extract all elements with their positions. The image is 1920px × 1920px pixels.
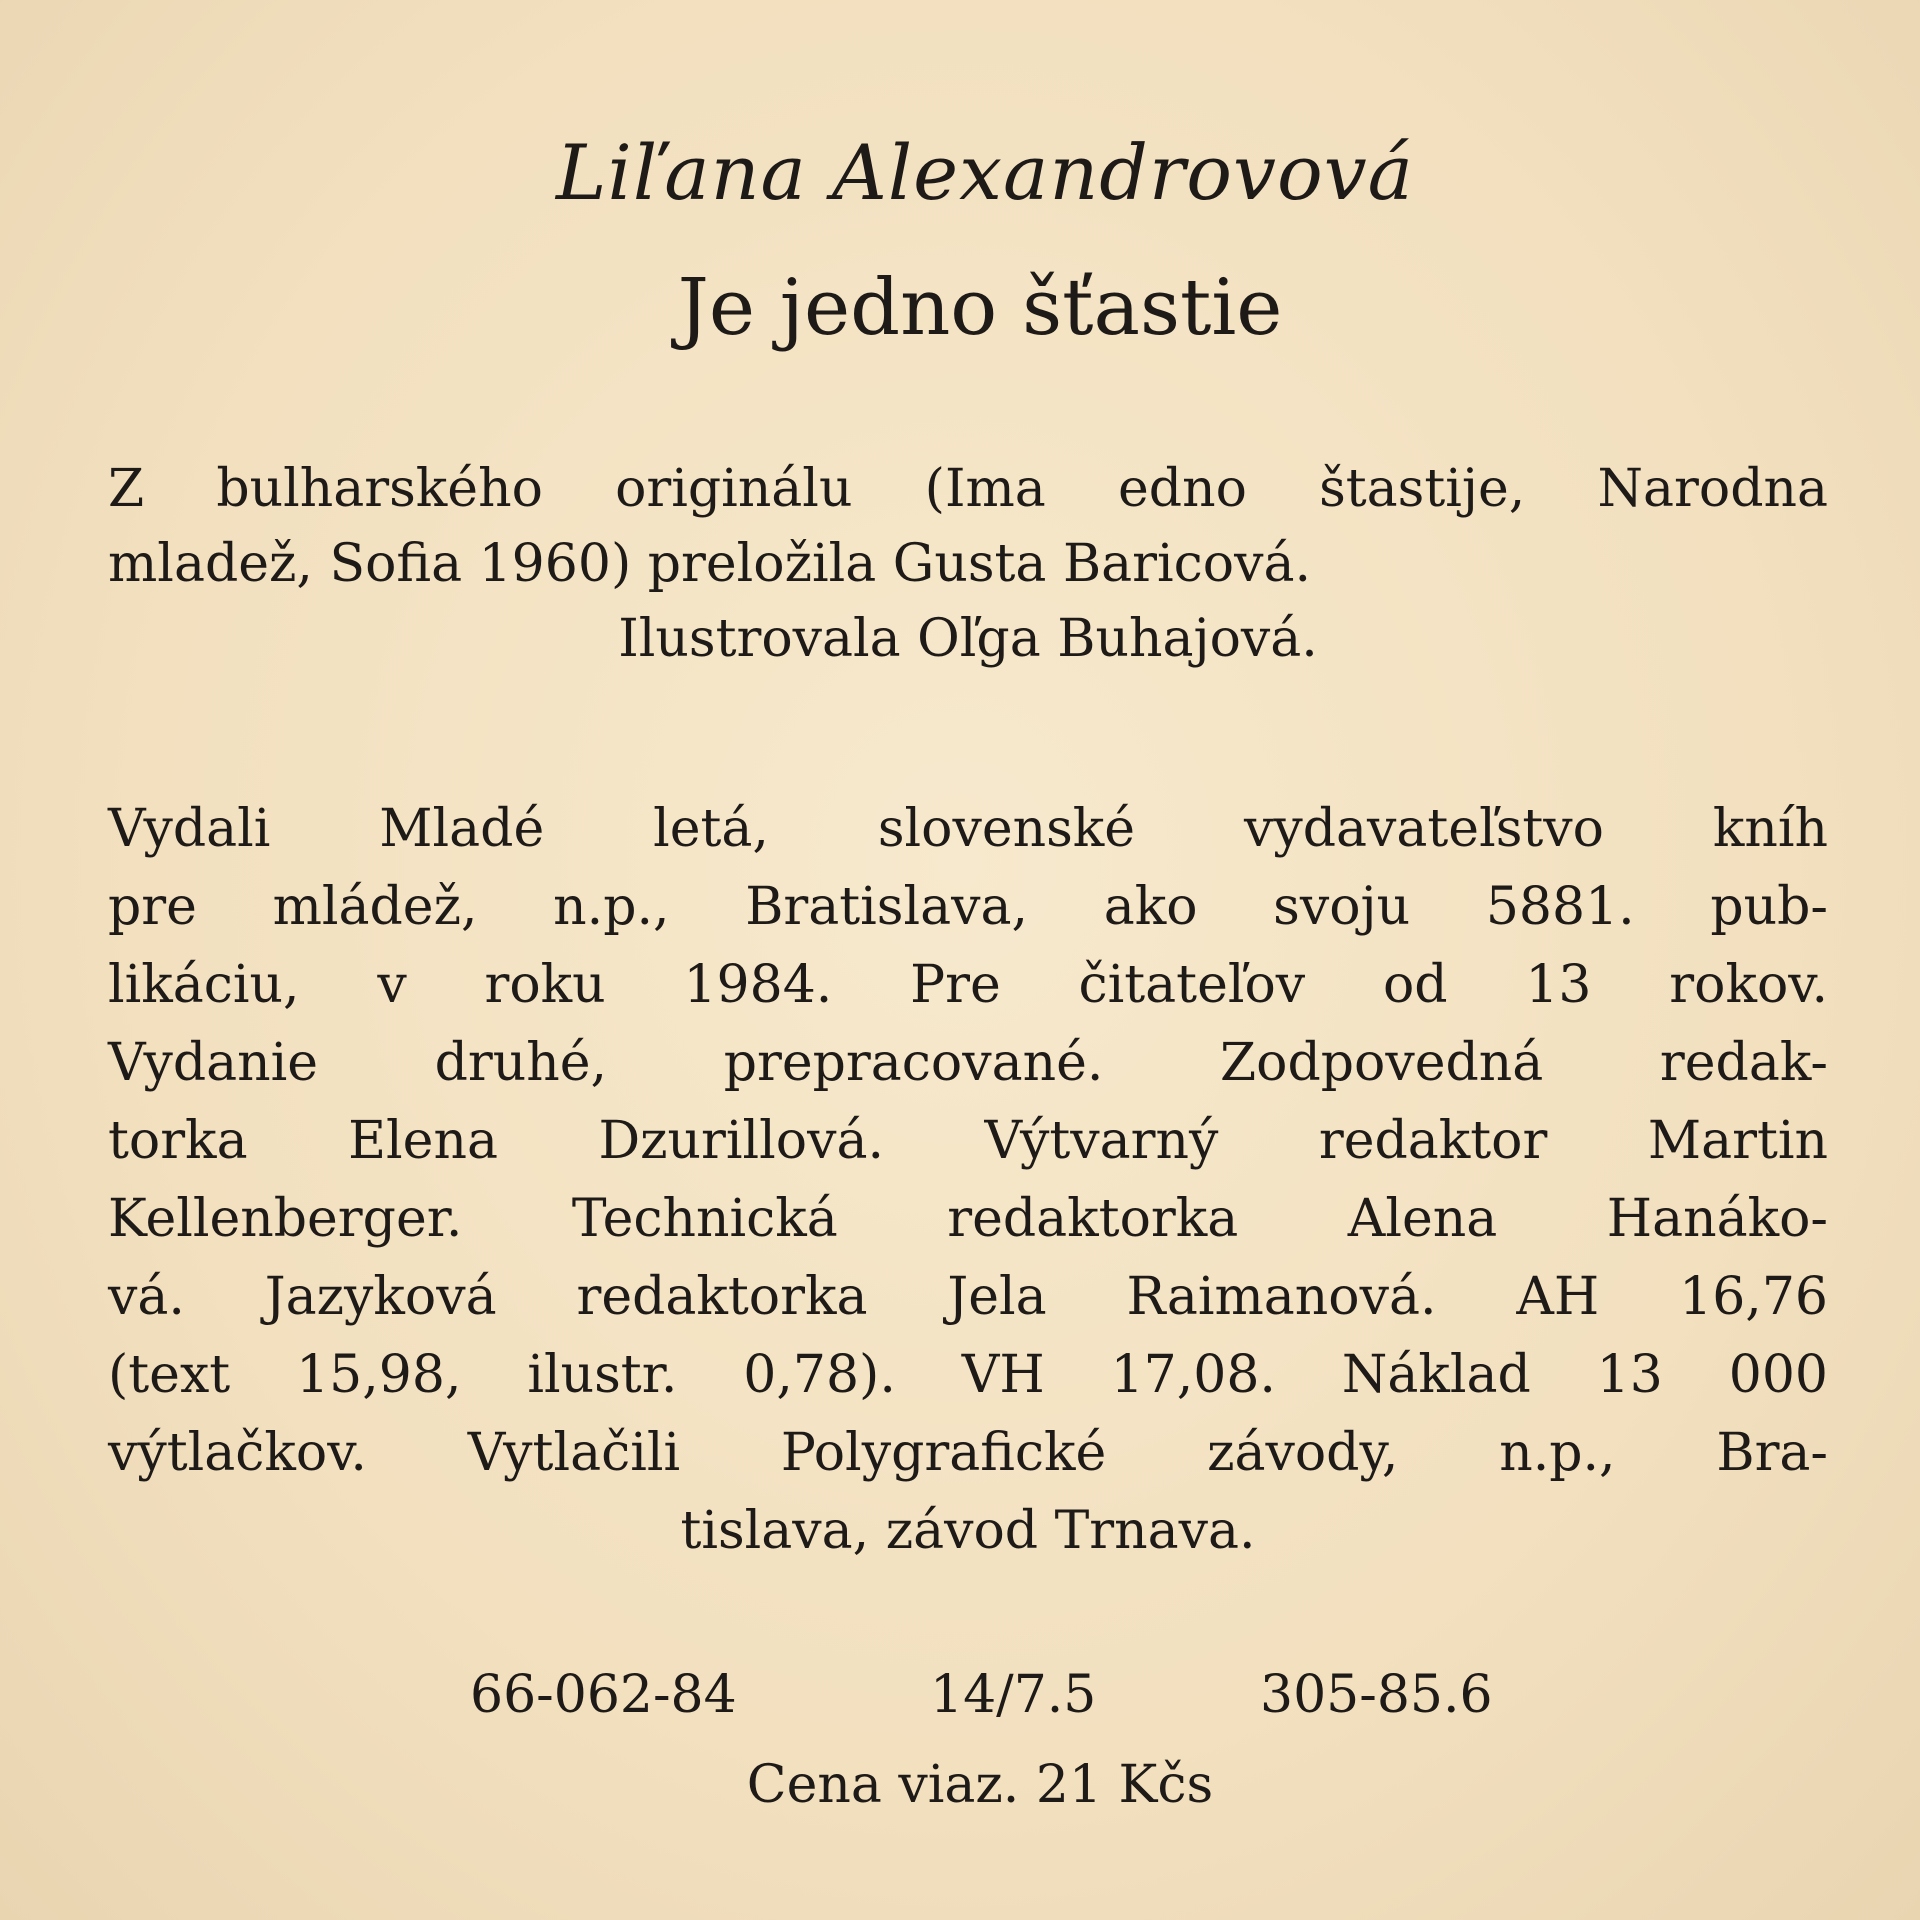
imprint-line: (text 15,98, ilustr. 0,78). VH 17,08. Náklad 13 000 — [108, 1345, 1828, 1405]
imprint-line: Vydanie druhé, prepracované. Zodpovedná redak- — [108, 1033, 1828, 1093]
book-title: Je jedno šťastie — [677, 263, 1283, 353]
illustrator-line: Ilustrovala Oľga Buhajová. — [618, 609, 1318, 669]
author-name: Liľana Alexandrovová — [556, 128, 1414, 217]
translation-note — [108, 452, 1828, 677]
imprint-line: Vydali Mladé letá, slovenské vydavateľstvo kníh — [108, 799, 1828, 859]
imprint-line: pre mládež, n.p., Bratislava, ako svoju 5881. pub- — [108, 877, 1828, 937]
catalog-code: 305-85.6 — [1260, 1665, 1493, 1725]
imprint-line: torka Elena Dzurillová. Výtvarný redaktor Martin — [108, 1111, 1828, 1171]
publishing-imprint — [108, 790, 1828, 1570]
translation-line: Z bulharského originálu (Ima edno štastije, Narodna — [108, 459, 1828, 519]
price-line: Cena viaz. 21 Kčs — [746, 1755, 1214, 1815]
catalog-code: 66-062-84 — [470, 1665, 737, 1725]
imprint-line: výtlačkov. Vytlačili Polygrafické závody, n.p., Bra- — [108, 1423, 1828, 1483]
imprint-line: Kellenberger. Technická redaktorka Alena Hanáko- — [108, 1189, 1828, 1249]
catalog-codes — [470, 1655, 1530, 1735]
imprint-line: likáciu, v roku 1984. Pre čitateľov od 13 rokov. — [108, 955, 1828, 1015]
imprint-line: vá. Jazyková redaktorka Jela Raimanová. AH 16,76 — [108, 1267, 1828, 1327]
catalog-code: 14/7.5 — [930, 1665, 1097, 1725]
translation-line: mladež, Sofia 1960) preložila Gusta Baricová. — [108, 534, 1311, 594]
imprint-line: tislava, závod Trnava. — [680, 1501, 1256, 1561]
